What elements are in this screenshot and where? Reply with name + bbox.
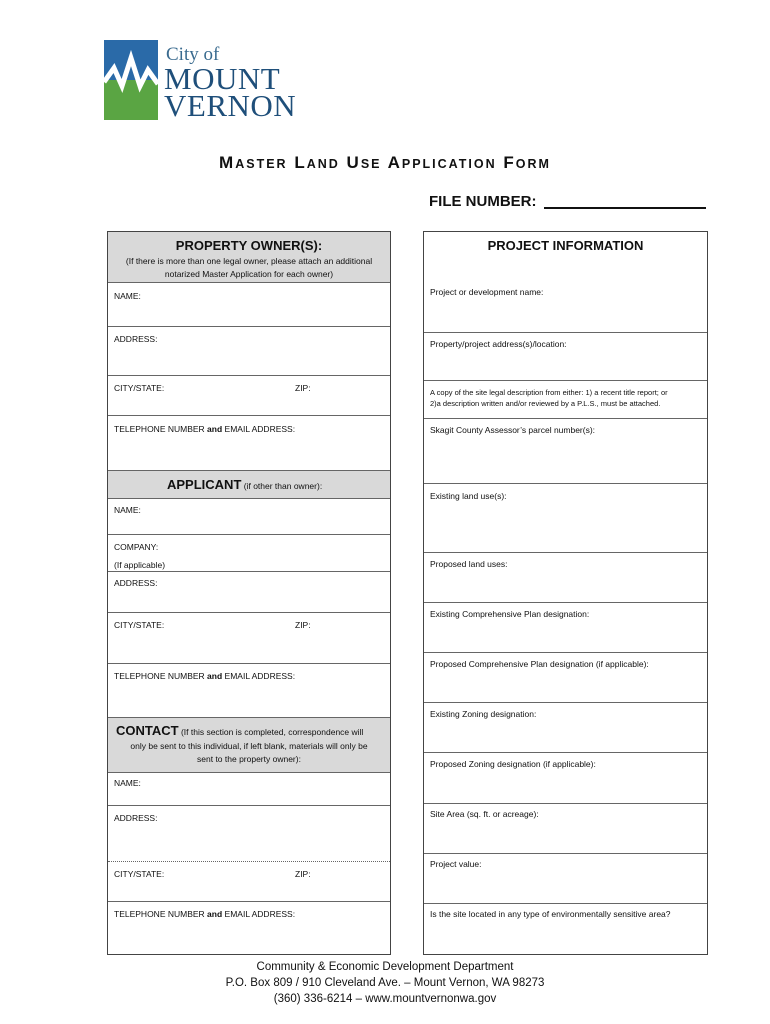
proposed-zoning-label: Proposed Zoning designation (if applicable): bbox=[430, 759, 596, 769]
applicant-if-applicable-label: (If applicable) bbox=[114, 560, 166, 570]
owner-name-label: NAME: bbox=[114, 291, 141, 301]
project-information-panel bbox=[423, 231, 708, 955]
existing-zoning-field[interactable] bbox=[424, 702, 707, 752]
proposed-zoning-field[interactable] bbox=[424, 752, 707, 803]
applicant-note: (if other than owner): bbox=[241, 481, 323, 491]
footer-address: P.O. Box 809 / 910 Cleveland Ave. – Mount Vernon, WA 98273 bbox=[225, 977, 545, 989]
footer-department: Community & Economic Development Department bbox=[256, 961, 514, 973]
applicant-company-field[interactable] bbox=[108, 534, 390, 571]
applicant-city-zip-field[interactable] bbox=[108, 612, 390, 663]
contact-zip-label: ZIP: bbox=[295, 869, 311, 879]
contact-name-label: NAME: bbox=[114, 778, 141, 788]
owner-contact-info-field[interactable] bbox=[108, 415, 390, 470]
project-address-field[interactable] bbox=[424, 332, 707, 380]
legal-note-line-1: A copy of the site legal description from either: 1) a recent title report; or bbox=[430, 388, 668, 397]
applicant-tel-email-label: TELEPHONE NUMBER and EMAIL ADDRESS: bbox=[114, 671, 296, 681]
parcel-number-label: Skagit County Assessor’s parcel number(s): bbox=[430, 425, 596, 435]
applicant-contact-info-field[interactable] bbox=[108, 663, 390, 717]
existing-comp-plan-label: Existing Comprehensive Plan designation: bbox=[430, 609, 590, 619]
contact-note-1: (If this section is completed, correspondence will bbox=[178, 727, 364, 737]
project-header bbox=[424, 232, 707, 280]
file-number-label: FILE NUMBER: bbox=[429, 193, 537, 210]
legal-note-line-2: 2)a description written and/or reviewed by a P.L.S., must be attached. bbox=[430, 399, 661, 408]
owner-applicant-contact-panel bbox=[107, 231, 391, 955]
applicant-address-label: ADDRESS: bbox=[114, 578, 158, 588]
existing-comp-plan-field[interactable] bbox=[424, 602, 707, 652]
owner-city-zip-field[interactable] bbox=[108, 375, 390, 415]
project-value-field[interactable] bbox=[424, 853, 707, 903]
contact-heading-line bbox=[116, 723, 363, 738]
project-value-label: Project value: bbox=[430, 859, 482, 869]
applicant-company-label: COMPANY: bbox=[114, 542, 159, 552]
contact-note-3: sent to the property owner): bbox=[197, 754, 301, 764]
applicant-header bbox=[108, 470, 390, 498]
parcel-number-field[interactable] bbox=[424, 418, 707, 483]
contact-heading: CONTACT bbox=[116, 723, 179, 738]
mountain-logo-icon bbox=[104, 40, 158, 120]
project-heading: PROJECT INFORMATION bbox=[487, 238, 644, 253]
applicant-zip-label: ZIP: bbox=[295, 620, 311, 630]
owner-city-state-label: CITY/STATE: bbox=[114, 383, 165, 393]
owner-header bbox=[108, 232, 390, 282]
form-title: MASTER LAND USE APPLICATION FORM bbox=[219, 153, 551, 172]
applicant-city-state-label: CITY/STATE: bbox=[114, 620, 165, 630]
applicant-heading-line bbox=[167, 477, 322, 492]
logo-city-text: City of bbox=[166, 44, 220, 65]
file-number-field[interactable] bbox=[544, 207, 706, 209]
legal-description-note bbox=[424, 380, 707, 418]
owner-heading: PROPERTY OWNER(S): bbox=[175, 238, 323, 253]
contact-name-field[interactable] bbox=[108, 772, 390, 805]
project-name-label: Project or development name: bbox=[430, 287, 544, 297]
applicant-heading: APPLICANT bbox=[167, 477, 242, 492]
contact-note-2: only be sent to this individual, if left blank, materials will only be bbox=[130, 741, 368, 751]
applicant-name-field[interactable] bbox=[108, 498, 390, 534]
owner-address-field[interactable] bbox=[108, 326, 390, 375]
owner-zip-label: ZIP: bbox=[295, 383, 311, 393]
footer bbox=[0, 959, 770, 1007]
existing-land-use-field[interactable] bbox=[424, 483, 707, 552]
footer-phone-web: (360) 336-6214 – www.mountvernonwa.gov bbox=[273, 993, 497, 1005]
owner-address-label: ADDRESS: bbox=[114, 334, 158, 344]
proposed-land-use-field[interactable] bbox=[424, 552, 707, 602]
contact-city-state-label: CITY/STATE: bbox=[114, 869, 165, 879]
proposed-land-use-label: Proposed land uses: bbox=[430, 559, 508, 569]
contact-header bbox=[108, 717, 390, 772]
sensitive-area-label: Is the site located in any type of environmentally sensitive area? bbox=[430, 909, 671, 919]
contact-address-field[interactable] bbox=[108, 805, 390, 861]
proposed-comp-plan-label: Proposed Comprehensive Plan designation (if applicable): bbox=[430, 659, 649, 669]
contact-contact-info-field[interactable] bbox=[108, 901, 390, 954]
logo-vernon-text: VERNON bbox=[164, 88, 297, 123]
applicant-address-field[interactable] bbox=[108, 571, 390, 612]
existing-zoning-label: Existing Zoning designation: bbox=[430, 709, 537, 719]
owner-note: (If there is more than one legal owner, please attach an additional notarized Master Application for each owner) bbox=[125, 256, 373, 279]
project-address-label: Property/project address(s)/location: bbox=[430, 339, 567, 349]
project-name-field[interactable] bbox=[424, 280, 707, 332]
logo-mount-text: MOUNT bbox=[164, 61, 281, 96]
contact-city-zip-field[interactable] bbox=[108, 861, 390, 901]
city-logo bbox=[104, 40, 314, 122]
owner-name-field[interactable] bbox=[108, 282, 390, 326]
owner-tel-email-label: TELEPHONE NUMBER and EMAIL ADDRESS: bbox=[114, 424, 296, 434]
proposed-comp-plan-field[interactable] bbox=[424, 652, 707, 702]
existing-land-use-label: Existing land use(s): bbox=[430, 491, 507, 501]
site-area-label: Site Area (sq. ft. or acreage): bbox=[430, 809, 539, 819]
contact-tel-email-label: TELEPHONE NUMBER and EMAIL ADDRESS: bbox=[114, 909, 296, 919]
contact-address-label: ADDRESS: bbox=[114, 813, 158, 823]
sensitive-area-field[interactable] bbox=[424, 903, 707, 954]
applicant-name-label: NAME: bbox=[114, 505, 141, 515]
site-area-field[interactable] bbox=[424, 803, 707, 853]
